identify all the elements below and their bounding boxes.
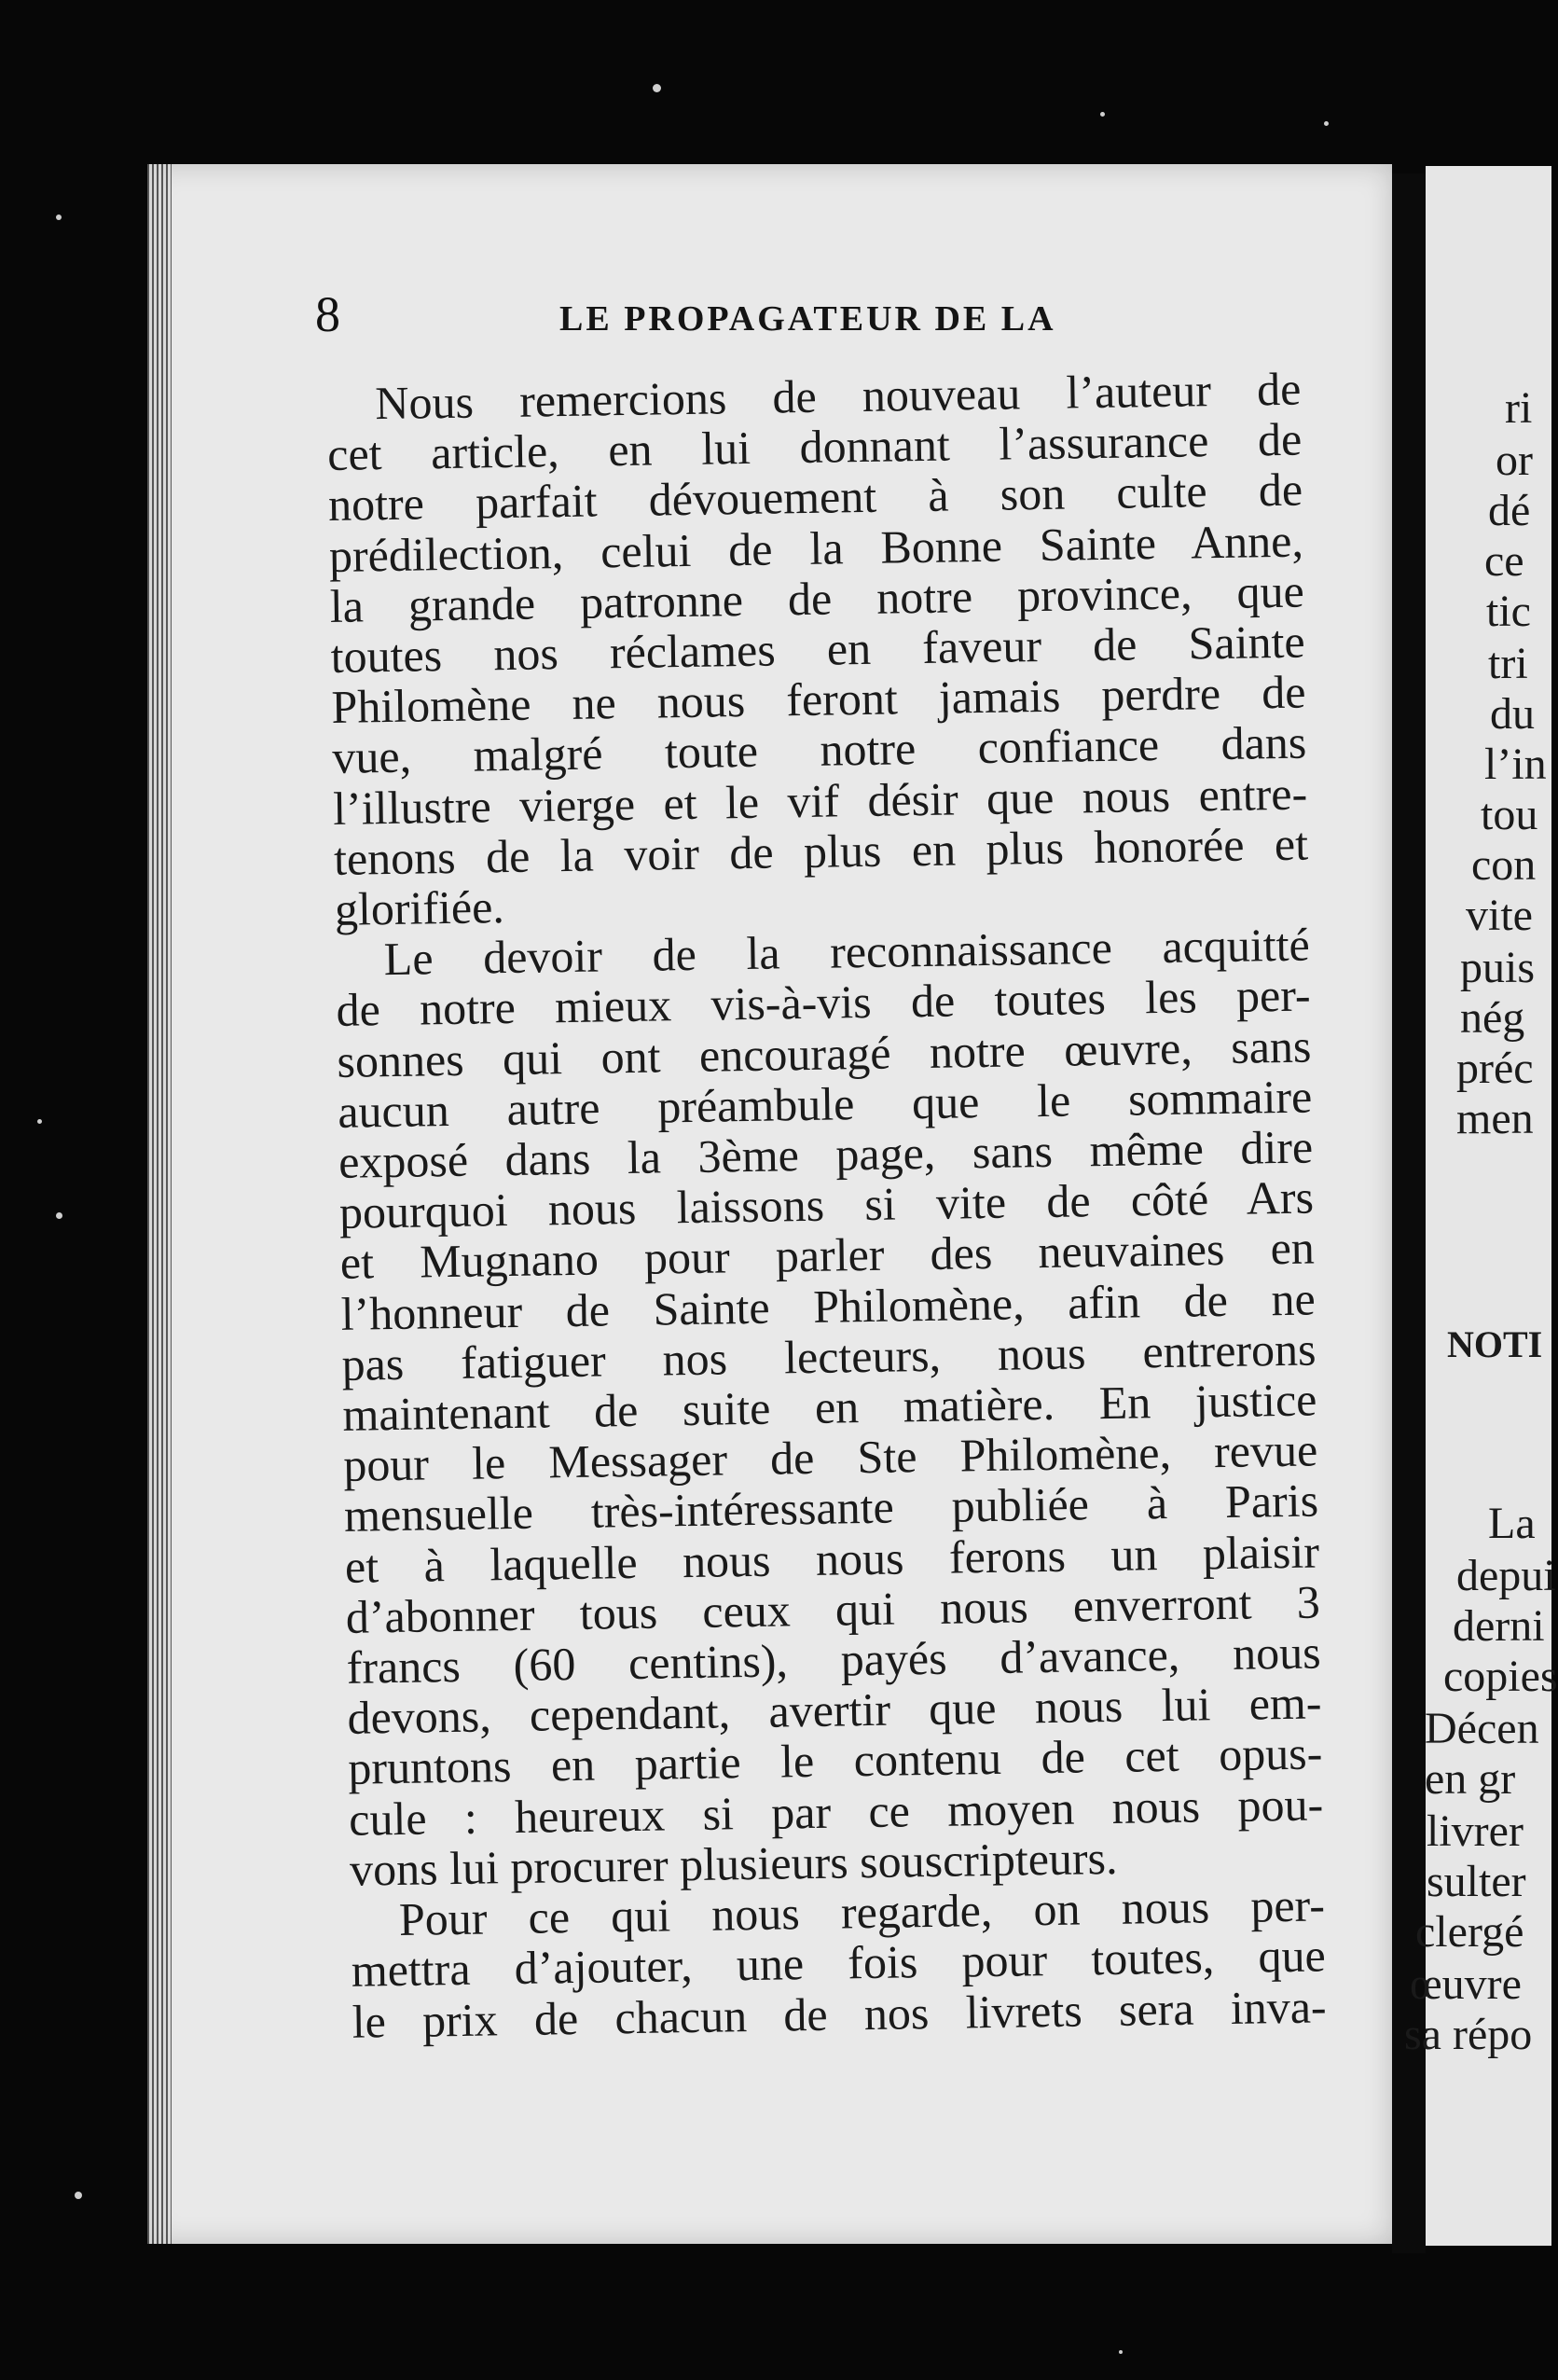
facing-page-fragment: nég: [1460, 993, 1525, 1043]
text-line: exposé dans la 3ème page, sans même dire: [338, 1120, 1314, 1188]
text-line: la grande patronne de notre province, que: [329, 564, 1305, 632]
text-line: Le devoir de la reconnaissance acquitté: [383, 918, 1311, 986]
facing-page-fragment: La: [1488, 1499, 1536, 1548]
text-line: tenons de la voir de plus en plus honorée et: [333, 817, 1309, 885]
text-line: vue, malgré toute notre confiance dans: [331, 715, 1307, 784]
text-line: pour le Messager de Ste Philomène, revue: [342, 1423, 1318, 1492]
facing-page-fragment: en gr: [1425, 1754, 1516, 1804]
text-line: Philomène ne nous feront jamais perdre de: [331, 665, 1306, 734]
facing-page-fragment: men: [1456, 1094, 1534, 1143]
text-line: devons, cependant, avertir que nous lui em-: [347, 1676, 1322, 1745]
text-line: francs (60 centins), payés d’avance, nous: [346, 1626, 1322, 1694]
dust-speck: [56, 1212, 62, 1219]
facing-page-fragment: puis: [1460, 943, 1536, 992]
dust-speck: [37, 1119, 42, 1124]
facing-page-fragment: tou: [1481, 790, 1538, 839]
text-line: vons lui procurer plusieurs souscripteurs.: [349, 1831, 1118, 1896]
dust-speck: [1324, 121, 1329, 126]
text-line: pruntons en partie le contenu de cet opus-: [347, 1726, 1323, 1795]
facing-page-fragment: sa répo: [1404, 2010, 1533, 2059]
text-line: glorifiée.: [334, 880, 505, 935]
facing-page-fragment: copies: [1443, 1652, 1558, 1701]
facing-page-fragment: œuvre: [1410, 1959, 1522, 2009]
text-line: de notre mieux vis-à-vis de toutes les per-: [336, 968, 1311, 1037]
text-line: et Mugnano pour parler des neuvaines en: [339, 1221, 1316, 1290]
text-line: sonnes qui ont encouragé notre œuvre, sans: [337, 1019, 1312, 1087]
text-line: notre parfait dévouement à son culte de: [327, 463, 1303, 532]
dust-speck: [1119, 2350, 1123, 2354]
dust-speck: [653, 84, 661, 92]
text-line: mettra d’ajouter, une fois pour toutes, que: [351, 1929, 1327, 1998]
facing-page-fragment: du: [1490, 689, 1535, 739]
text-line: Nous remercions de nouveau l’auteur de: [374, 362, 1302, 430]
text-line: l’illustre vierge et le vif désir que nous entre-: [332, 767, 1308, 835]
facing-page-fragment: con: [1471, 840, 1537, 890]
text-line: pas fatiguer nos lecteurs, nous entrerons: [341, 1322, 1317, 1391]
text-line: Pour ce qui nous regarde, on nous per-: [398, 1878, 1326, 1946]
facing-page-fragment: tic: [1486, 587, 1531, 636]
text-line: prédilection, celui de la Bonne Sainte Anne,: [328, 514, 1304, 582]
text-line: le prix de chacun de nos livrets sera inva-: [352, 1979, 1327, 2048]
facing-page-fragment: préc: [1456, 1044, 1534, 1093]
text-line: l’honneur de Sainte Philomène, afin de ne: [340, 1272, 1317, 1340]
text-line: pourquoi nous laissons si vite de côté Ars: [338, 1170, 1315, 1239]
facing-page-fragment: ri: [1505, 383, 1533, 433]
text-line: d’abonner tous ceux qui nous enverront 3: [345, 1575, 1321, 1643]
facing-page-fragment: or: [1496, 436, 1533, 485]
page-number: 8: [315, 286, 340, 342]
facing-page-fragment: vite: [1466, 891, 1533, 940]
facing-page-fragment: depui: [1456, 1551, 1556, 1600]
facing-page-fragment: ce: [1484, 536, 1524, 586]
text-line: aucun autre préambule que le sommaire: [337, 1070, 1313, 1138]
text-line: cule : heureux si par ce moyen nous pou-: [348, 1778, 1324, 1846]
facing-page-fragment: Décen: [1425, 1704, 1539, 1753]
facing-page-fragment: livrer: [1427, 1806, 1524, 1856]
body-text: [326, 364, 1327, 2047]
text-line: et à laquelle nous nous ferons un plaisir: [344, 1525, 1320, 1593]
facing-page-fragment: clergé: [1415, 1907, 1524, 1957]
page-edge-stack: [147, 164, 172, 2244]
dust-speck: [1100, 112, 1105, 117]
text-line: cet article, en lui donnant l’assurance de: [326, 412, 1303, 481]
facing-page-fragment: sulter: [1427, 1857, 1526, 1906]
text-line: maintenant de suite en matière. En justice: [342, 1373, 1317, 1441]
facing-page-fragment: l’in: [1484, 740, 1547, 789]
dust-speck: [75, 2192, 82, 2199]
text-line: toutes nos réclames en faveur de Sainte: [330, 615, 1305, 683]
facing-page-fragment: tri: [1488, 639, 1528, 688]
right-page: [1404, 166, 1558, 2246]
running-head: LE PROPAGATEUR DE LA: [559, 299, 1056, 339]
facing-page-fragment: derni: [1453, 1601, 1545, 1651]
facing-page-fragment: dé: [1488, 486, 1531, 535]
facing-page-fragment: NOTI: [1447, 1323, 1543, 1365]
text-line: mensuelle très-intéressante publiée à Paris: [343, 1474, 1319, 1543]
dust-speck: [56, 214, 62, 220]
